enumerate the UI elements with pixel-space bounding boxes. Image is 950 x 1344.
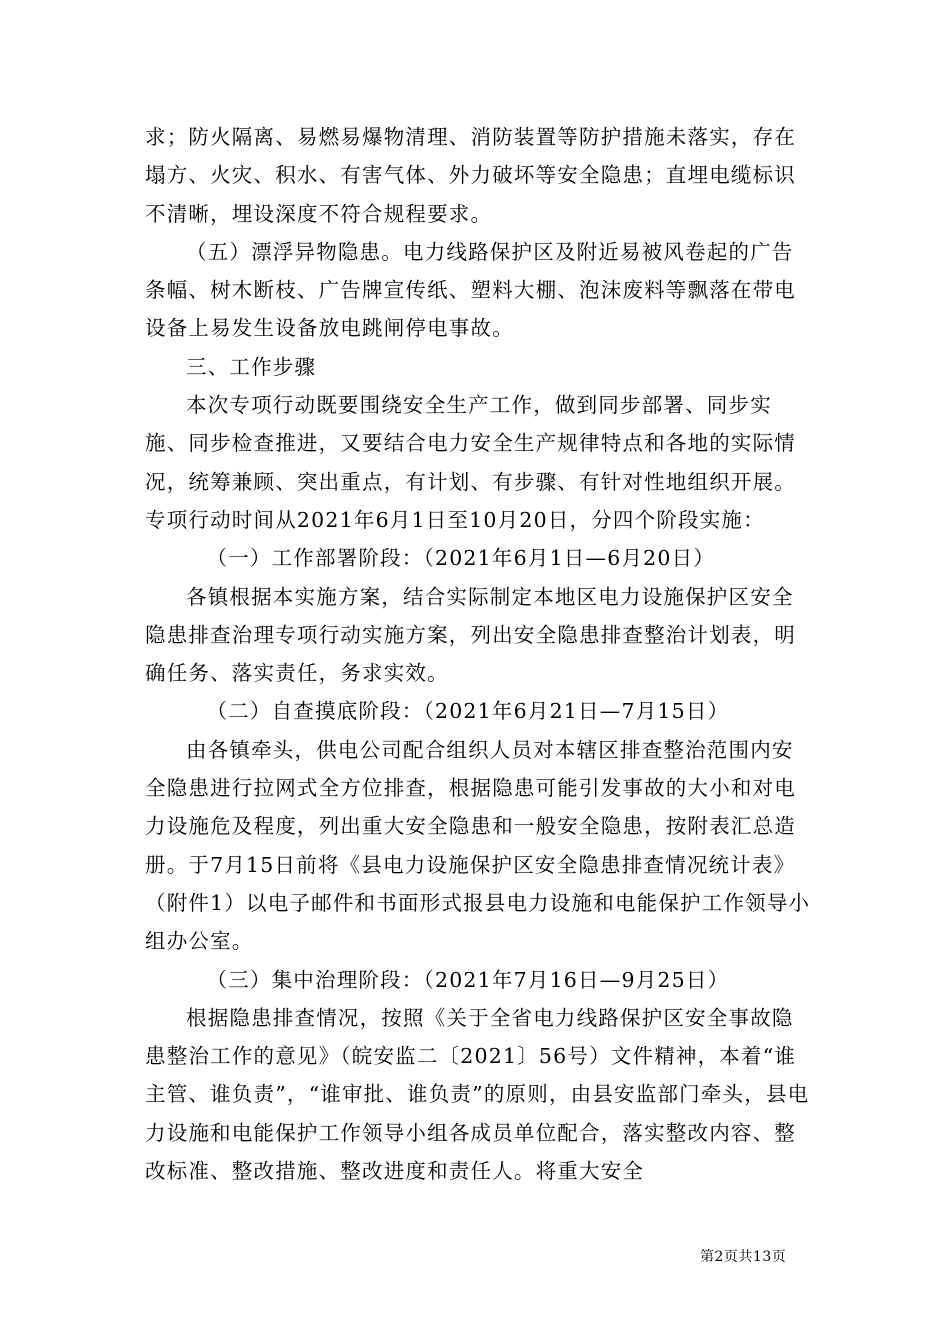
subheading-self-inspection-phase: （二）自查摸底阶段：（2021年6月21日—7月15日） xyxy=(206,699,730,724)
subheading-deployment-phase: （一）工作部署阶段：（2021年6月1日—6月20日） xyxy=(206,546,716,571)
document-body xyxy=(145,118,815,1190)
paragraph-campaign-overview: 本次专项行动既要围绕安全生产工作，做到同步部署、同步实施、同步检查推进，又要结合电力安全生产规律特点和各地的实际情况，统筹兼顾、突出重点，有计划、有步骤、有针对性地组织开展。专项行动时间从2021年6月1日至10月20日，分四个阶段实施： xyxy=(145,393,796,532)
paragraph-rectification-phase: 根据隐患排查情况，按照《关于全省电力线路保护区安全事故隐患整治工作的意见》（皖安监二〔2021〕56号）文件精神，本着“谁主管、谁负责”，“谁审批、谁负责”的原则，由县安监部门牵头，县电力设施和电能保护工作领导小组各成员单位配合，落实整改内容、整改标准、整改措施、整改进度和责任人。将重大安全 xyxy=(145,1005,810,1184)
paragraph-hazard-continuation: 求；防火隔离、易燃易爆物清理、消防装置等防护措施未落实，存在塌方、火灾、积水、有害气体、外力破坏等安全隐患；直埋电缆标识不清晰，埋设深度不符合规程要求。 xyxy=(145,125,796,226)
subheading-rectification-phase: （三）集中治理阶段：（2021年7月16日—9月25日） xyxy=(206,967,730,992)
page-number-footer: 第2页共13页 xyxy=(700,1249,787,1265)
paragraph-deployment-phase: 各镇根据本实施方案，结合实际制定本地区电力设施保护区安全隐患排查治理专项行动实施方案，列出安全隐患排查整治计划表，明确任务、落实责任，务求实效。 xyxy=(145,584,796,686)
paragraph-floating-debris-hazard: （五）漂浮异物隐患。电力线路保护区及附近易被风卷起的广告条幅、树木断枝、广告牌宣传纸、塑料大棚、泡沫废料等飘落在带电设备上易发生设备放电跳闸停电事故。 xyxy=(145,239,796,341)
section-heading-work-steps: 三、工作步骤 xyxy=(186,354,317,379)
paragraph-self-inspection-phase: 由各镇牵头，供电公司配合组织人员对本辖区排查整治范围内安全隐患进行拉网式全方位排查，根据隐患可能引发事故的大小和对电力设施危及程度，列出重大安全隐患和一般安全隐患，按附表汇总造册。于7月15日前将《县电力设施保护区安全隐患排查情况统计表》（附件1）以电子邮件和书面形式报县电力设施和电能保护工作领导小组办公室。 xyxy=(145,737,811,954)
